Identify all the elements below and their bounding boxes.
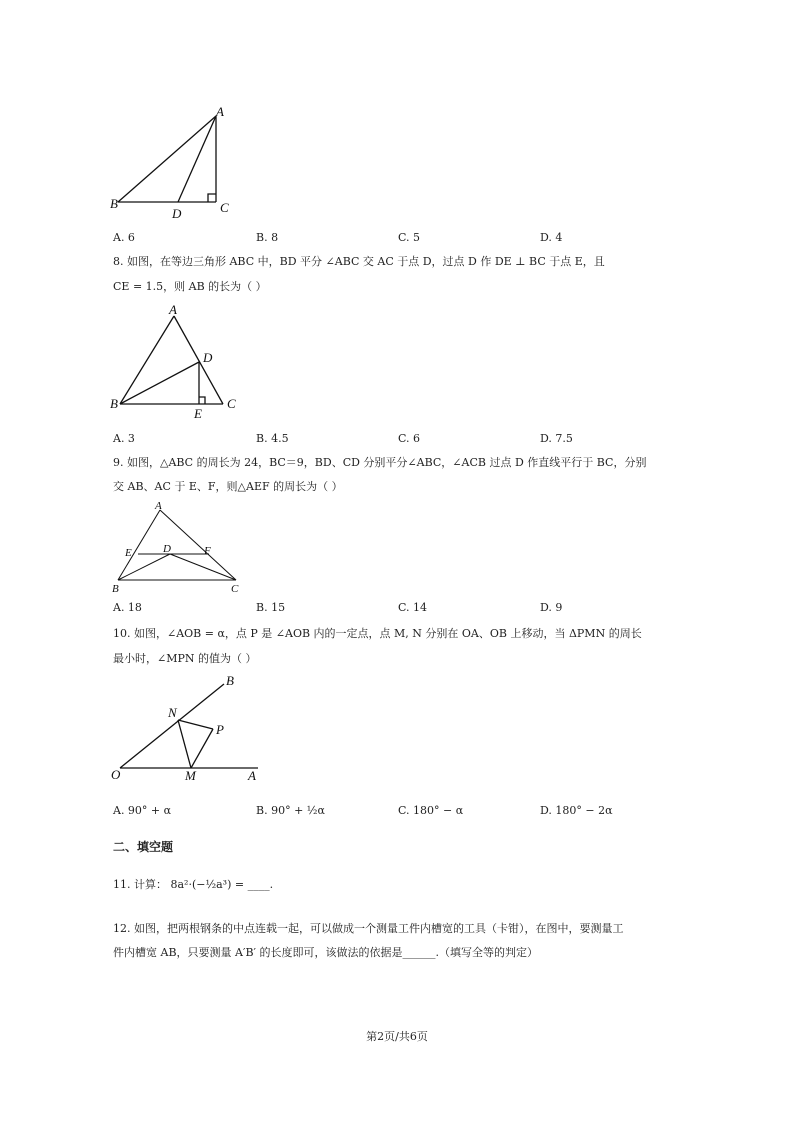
label-C: C (227, 396, 236, 411)
q9-text-line2: 交 AB、AC 于 E、F，则△AEF 的周长为（ ） (113, 480, 343, 493)
q8-option-a: A. 3 (113, 432, 135, 445)
q10-text-line1: 10. 如图，∠AOB = α，点 P 是 ∠AOB 内的一定点，点 M, N 分别在 OA、OB 上移动，当 ΔPMN 的周长 (113, 627, 642, 640)
figure-q10-angle (108, 672, 268, 784)
figure-q8-triangle (108, 300, 248, 422)
label-O: O (111, 767, 121, 782)
q8-text-line1: 8. 如图，在等边三角形 ABC 中，BD 平分 ∠ABC 交 AC 于点 D，过点 D 作 DE ⊥ BC 于点 E，且 (113, 255, 605, 268)
q8-option-d: D. 7.5 (540, 432, 573, 445)
q12-text-line2: 件内槽宽 AB，只要测量 A′B′ 的长度即可，该做法的依据是______.（填写全等的判定） (113, 946, 539, 959)
q10-option-a: A. 90° + α (113, 804, 172, 817)
q9-option-b: B. 15 (256, 601, 286, 614)
label-P: P (216, 722, 224, 737)
q7-option-d: D. 4 (540, 231, 563, 244)
label-C: C (231, 583, 239, 595)
q10-option-c: C. 180° − α (398, 804, 464, 817)
figure-q9-triangle (108, 496, 248, 596)
q10-option-d: D. 180° − 2α (540, 804, 613, 817)
label-F: F (204, 545, 211, 557)
label-D: D (163, 543, 171, 555)
label-A: A (248, 768, 256, 783)
q10-option-b: B. 90° + ½α (256, 804, 325, 817)
label-E: E (125, 547, 132, 559)
q7-option-b: B. 8 (256, 231, 279, 244)
label-N: N (168, 705, 177, 720)
label-E: E (194, 406, 202, 421)
label-D: D (203, 350, 213, 365)
q9-option-c: C. 14 (398, 601, 428, 614)
page-footer: 第2页/共6页 (366, 1030, 428, 1043)
label-B: B (110, 196, 118, 211)
q9-option-a: A. 18 (113, 601, 142, 614)
q9-text-line1: 9. 如图，△ABC 的周长为 24，BC＝9，BD、CD 分别平分∠ABC，∠ACB 过点 D 作直线平行于 BC，分别 (113, 456, 647, 469)
label-A: A (155, 500, 162, 512)
q7-option-a: A. 6 (113, 231, 135, 244)
figure-q7-triangle (108, 106, 238, 221)
label-B: B (110, 396, 118, 411)
section-heading-fill-in: 二、填空题 (113, 840, 174, 854)
label-D: D (172, 206, 182, 221)
q8-option-b: B. 4.5 (256, 432, 289, 445)
q11-text: 11. 计算： 8a²·(−½a³) = ____. (113, 878, 274, 891)
label-A: A (216, 104, 224, 119)
q7-option-c: C. 5 (398, 231, 421, 244)
label-M: M (185, 768, 196, 783)
label-A: A (169, 302, 177, 317)
q8-text-line2: CE = 1.5，则 AB 的长为（ ） (113, 280, 267, 293)
q10-text-line2: 最小时，∠MPN 的值为（ ） (113, 652, 257, 665)
q9-option-d: D. 9 (540, 601, 563, 614)
q12-text-line1: 12. 如图，把两根钢条的中点连载一起，可以做成一个测量工件内槽宽的工具（卡钳），在图中，要测量工 (113, 922, 624, 935)
label-C: C (220, 200, 229, 215)
label-B: B (112, 583, 119, 595)
label-B: B (226, 673, 234, 688)
q8-option-c: C. 6 (398, 432, 421, 445)
